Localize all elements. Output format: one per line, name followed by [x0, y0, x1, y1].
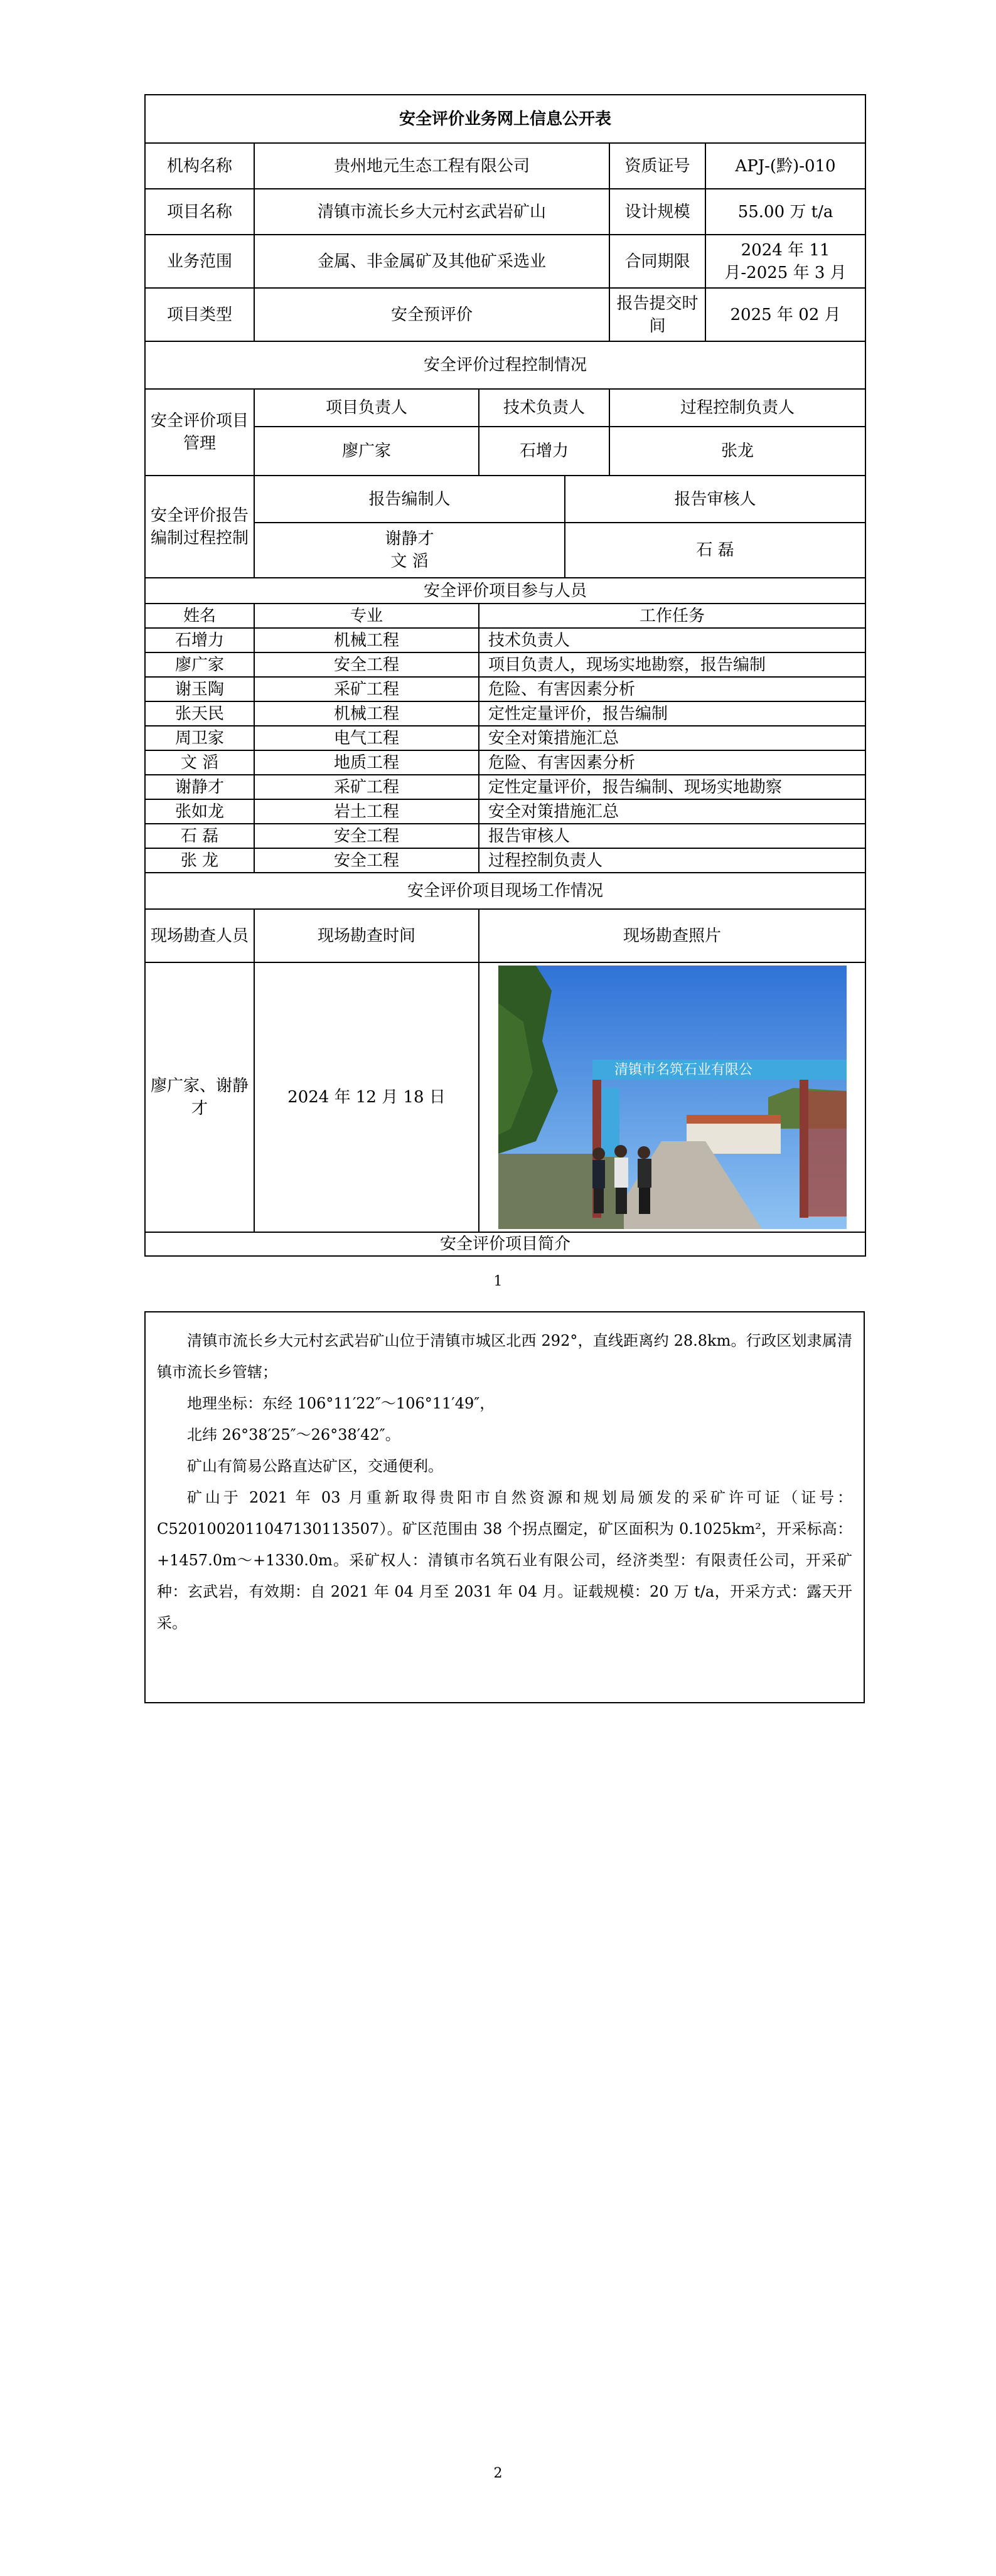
info-disclosure-table: [144, 94, 866, 1257]
scope-label: 业务范围: [145, 235, 254, 288]
cert-label: 资质证号: [609, 143, 705, 189]
report-process-label: 安全评价报告编制过程控制: [145, 476, 254, 578]
reviewer-value: 石 磊: [565, 523, 865, 578]
contract-label: 合同期限: [609, 235, 705, 288]
member-task: 危险、有害因素分析: [479, 750, 865, 775]
member-task: 安全对策措施汇总: [479, 799, 865, 824]
member-major: 机械工程: [254, 628, 479, 652]
member-name: 张 龙: [145, 848, 254, 873]
member-name: 石 磊: [145, 824, 254, 848]
member-row: [145, 824, 865, 848]
project-value: 清镇市流长乡大元村玄武岩矿山: [254, 189, 609, 235]
site-photo-cell: [479, 962, 865, 1232]
page-2: [0, 1286, 996, 2576]
member-name: 张天民: [145, 701, 254, 726]
intro-paragraph-5: 矿山于 2021 年 03 月重新取得贵阳市自然资源和规划局颁发的采矿许可证（证号：C5201002011047130113507）。矿区范围由 38 个拐点圈定，矿区面积为 0.1025km²，开采标高：+1457.0m～+1330.0m。采矿权人：清镇市名筑石业有限公司，经济类型：有限责任公司，开采矿种：玄武岩，有效期：自 2021 年 04 月至 2031 年 04 月。证载规模：20 万 t/a，开采方式：露天开采。: [157, 1489, 852, 1632]
member-major: 机械工程: [254, 701, 479, 726]
site-people-header: 现场勘查人员: [145, 909, 254, 962]
project-label: 项目名称: [145, 189, 254, 235]
member-name: 石增力: [145, 628, 254, 652]
intro-section-title: 安全评价项目简介: [145, 1232, 865, 1256]
org-value: 贵州地元生态工程有限公司: [254, 143, 609, 189]
member-name: 文 滔: [145, 750, 254, 775]
site-time-header: 现场勘查时间: [254, 909, 479, 962]
member-major: 安全工程: [254, 848, 479, 873]
scale-label: 设计规模: [609, 189, 705, 235]
member-name: 谢玉陶: [145, 677, 254, 701]
member-row: [145, 726, 865, 750]
project-lead-value: 廖广家: [254, 427, 479, 476]
site-people-value: 廖广家、谢静才: [145, 962, 254, 1232]
type-label: 项目类型: [145, 288, 254, 341]
intro-paragraph-2: 地理坐标：东经 106°11′22″～106°11′49″，: [187, 1395, 495, 1412]
process-section-title: 安全评价过程控制情况: [145, 341, 865, 389]
process-lead-value: 张龙: [609, 427, 865, 476]
member-name: 张如龙: [145, 799, 254, 824]
member-name-header: 姓名: [145, 604, 254, 628]
gate-sign-text: 清镇市名筑石业有限公: [614, 1062, 752, 1078]
member-name: 谢静才: [145, 775, 254, 799]
submit-value: 2025 年 02 月: [705, 288, 865, 341]
type-value: 安全预评价: [254, 288, 609, 341]
page-number-2: 2: [493, 2466, 503, 2481]
submit-label: 报告提交时间: [609, 288, 705, 341]
site-photo-illustration: [498, 966, 847, 1229]
members-section-title: 安全评价项目参与人员: [145, 578, 865, 604]
member-name: 周卫家: [145, 726, 254, 750]
member-task: 定性定量评价，报告编制、现场实地勘察: [479, 775, 865, 799]
member-task: 技术负责人: [479, 628, 865, 652]
page-number-1: 1: [493, 1274, 503, 1289]
cert-value: APJ-(黔)-010: [705, 143, 865, 189]
site-photo-header: 现场勘查照片: [479, 909, 865, 962]
process-lead-header: 过程控制负责人: [609, 389, 865, 427]
member-row: [145, 701, 865, 726]
member-row: [145, 652, 865, 677]
member-major: 电气工程: [254, 726, 479, 750]
member-major: 地质工程: [254, 750, 479, 775]
member-row: [145, 677, 865, 701]
tech-lead-header: 技术负责人: [479, 389, 609, 427]
tech-lead-value: 石增力: [479, 427, 609, 476]
table-title: 安全评价业务网上信息公开表: [145, 95, 865, 143]
contract-value: 2024 年 11 月-2025 年 3 月: [705, 235, 865, 288]
intro-paragraph-3: 北纬 26°38′25″～26°38′42″。: [187, 1426, 400, 1444]
reviewer-header: 报告审核人: [565, 476, 865, 523]
member-row: [145, 799, 865, 824]
member-major: 安全工程: [254, 652, 479, 677]
compiler-2: 文 滔: [390, 552, 429, 571]
member-row: [145, 750, 865, 775]
member-task: 定性定量评价，报告编制: [479, 701, 865, 726]
scale-value: 55.00 万 t/a: [705, 189, 865, 235]
compiler-1: 谢静才: [385, 530, 434, 548]
compiler-values: [254, 523, 565, 578]
member-major-header: 专业: [254, 604, 479, 628]
member-task: 过程控制负责人: [479, 848, 865, 873]
member-major: 安全工程: [254, 824, 479, 848]
member-task: 报告审核人: [479, 824, 865, 848]
member-major: 采矿工程: [254, 775, 479, 799]
scope-value: 金属、非金属矿及其他矿采选业: [254, 235, 609, 288]
member-task: 安全对策措施汇总: [479, 726, 865, 750]
site-time-value: 2024 年 12 月 18 日: [254, 962, 479, 1232]
member-row: [145, 775, 865, 799]
intro-paragraph-4: 矿山有简易公路直达矿区，交通便利。: [187, 1457, 443, 1475]
project-lead-header: 项目负责人: [254, 389, 479, 427]
org-label: 机构名称: [145, 143, 254, 189]
member-row: [145, 848, 865, 873]
mgmt-label: 安全评价项目管理: [145, 389, 254, 476]
intro-paragraph-1: 清镇市流长乡大元村玄武岩矿山位于清镇市城区北西 292°，直线距离约 28.8km。行政区划隶属清镇市流长乡管辖；: [157, 1332, 852, 1381]
site-photo: [498, 966, 847, 1229]
site-section-title: 安全评价项目现场工作情况: [145, 873, 865, 909]
member-task: 项目负责人，现场实地勘察，报告编制: [479, 652, 865, 677]
member-name: 廖广家: [145, 652, 254, 677]
member-row: [145, 628, 865, 652]
member-major: 采矿工程: [254, 677, 479, 701]
compiler-header: 报告编制人: [254, 476, 565, 523]
member-major: 岩土工程: [254, 799, 479, 824]
member-task-header: 工作任务: [479, 604, 865, 628]
project-intro-box: [144, 1311, 865, 1703]
people-figures: [592, 1145, 651, 1214]
member-task: 危险、有害因素分析: [479, 677, 865, 701]
